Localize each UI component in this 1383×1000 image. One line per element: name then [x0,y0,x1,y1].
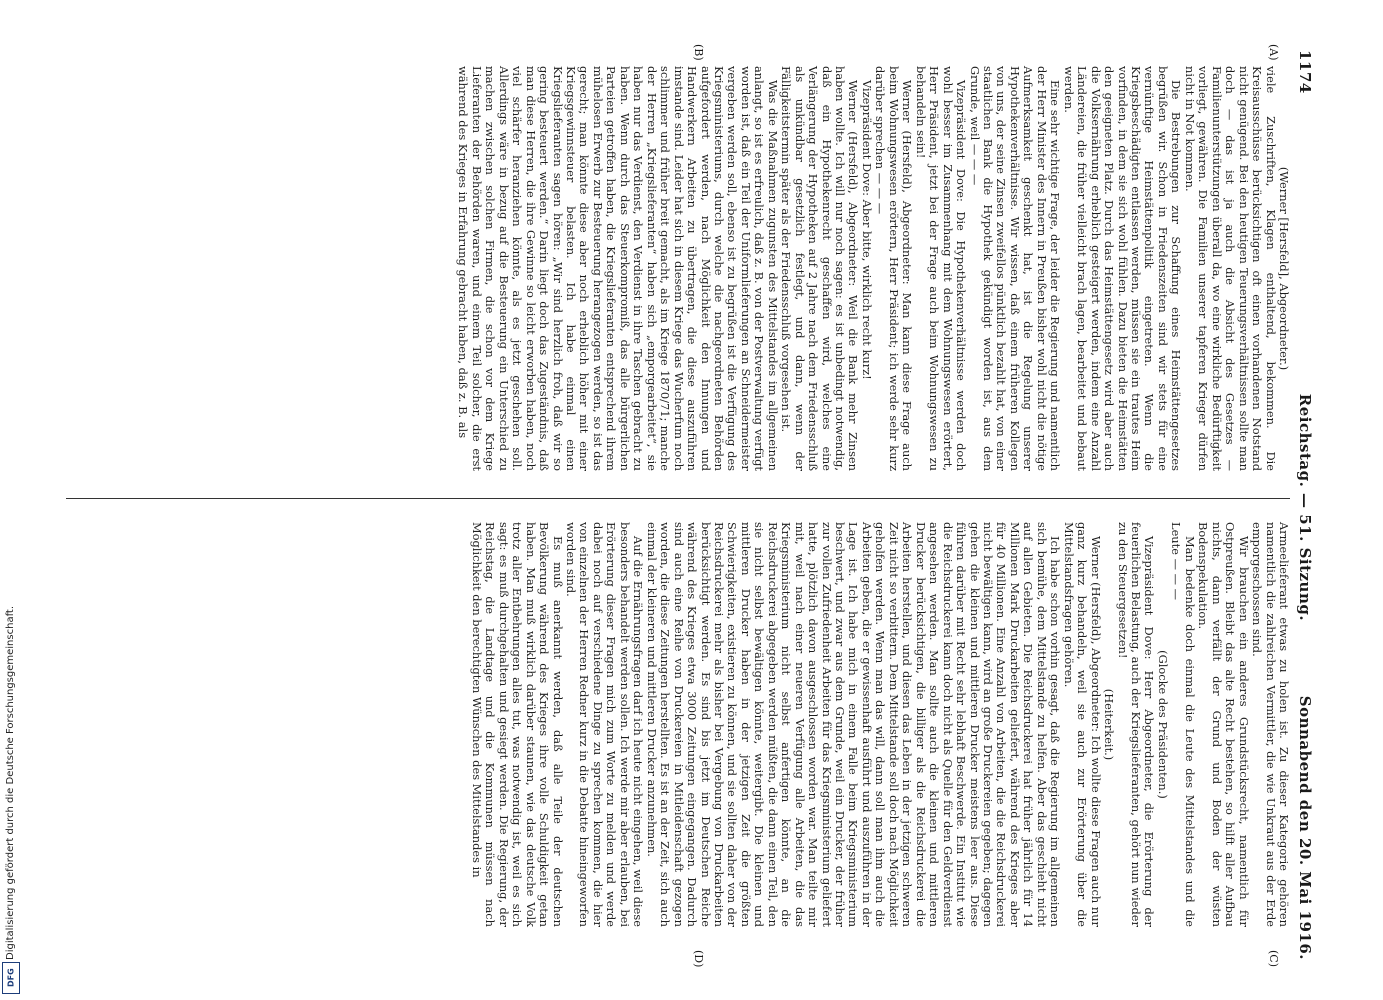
stage-direction: (Heiterkeit.) [1102,688,1117,761]
funding-text: Digitalisierung gefördert durch die Deutsche Forschungsgemeinschaft. [5,605,16,960]
left-column [66,66,1290,471]
paragraph: Werner (Hersfeld), Abgeordneter: Ich wollte diese Fragen auch nur ganz kurz behandeln, weil sie auch zur Erörterung über die Mittelstandsfragen gehören. [1061,522,1103,927]
paragraph: Werner (Hersfeld), Abgeordneter: Weil die Bank mehr Zinsen haben wollte. Ich will nur noch sagen: es ist unbedingt notwendig, daß ein Hypothekenrecht geschaffen wird, welches eine Verlängerung der Hypotheken auf 2 Jahre nach dem Friedensschluß als unkündbar gesetzlich festlegt, und dann, wenn der Fälligkeitstermin später als der Friedensschluß vorgesehen ist. [779,66,861,471]
column-divider [66,498,1290,499]
paragraph: Wir brauchen ein anderes Grundstücksrecht, namentlich für Ostpreußen. Bleibt das alte Recht bestehen, so hilft aller Aufbau nichts, dann verfällt der Grund und Boden der wüsten Bodenspekulation. [1196,522,1251,927]
page-number: 1174 [1296,50,1314,94]
margin-mark-c: (C) [1267,950,1280,967]
dfg-logo [2,962,20,994]
paragraph: Eine sehr wichtige Frage, der leider die Regierung und namentlich der Herr Minister des Innern in Preußen bisher wohl nicht die nötige Aufmerksamkeit geschenkt hat, ist die Regelung unserer Hypothekenverhältnisse. Wir wissen, daß einem früheren Kollegen von uns, der seine Zinsen zweifellos pünktlich bezahlt hat, von einer staatlichen Bank die Hypothek gekündigt worden ist, aus dem Grunde, weil — — — [967,66,1063,471]
document-page [60,40,1320,970]
paragraph: Die Bestrebungen zur Schaffung eines Heimstättengesetzes begrüßen wir. Schon in Friedenszeiten sind wir stets für eine vernünftige Heimstättenpolitik eingetreten. Wenn die Kriegsbeschädigten entlassen werden, müssen sie ein trautes Heim vorfinden, in dem sie sich wohl fühlen. Dazu bieten die Heimstätten den geeigneten Platz. Durch das Heimstättengesetz wird aber auch die Volksernährung erheblich gesteigert werden, indem eine Anzahl Ländereien, die früher vielleicht brach lagen, bearbeitet und bebaut werden. [1061,66,1184,471]
margin-mark-b: (B) [692,44,705,61]
dfg-logo-text: DFG [6,968,16,988]
paragraph: Werner (Hersfeld), Abgeordneter: Man kann diese Frage auch beim Wohnungswesen erörtern, Herr Präsident; ich werde sehr kurz darüber sprechen — — — [873,66,915,471]
paragraph: Es muß anerkannt werden, daß alle Teile der deutschen Bevölkerung während des Krieges ihre volle Schuldigkeit getan haben. Man muß wirklich darüber staunen, wie das deutsche Volk trotz aller Entbehrungen alles tut, was notwendig ist, weil es sich sagt: es muß durchgehalten und gesiegt werden. Die Regierung, der Reichstag, die Landtage und die Kommunen müssen nach Möglichkeit den berechtigten Wünschen des Mittelstandes in [469,522,565,927]
paragraph: Was die Maßnahmen zugunsten des Mittelstandes im allgemeinen anlangt, so ist es erfreulich, daß z. B. von der Postverwaltung verfügt worden ist, daß ein Teil der Uniformlieferungen an Schneidermeister vergeben werden soll, ebenso ist zu begrüßen ist die Verfügung des Kriegsministeriums, durch welche die nachgeordneten Behörden aufgefordert werden, nach Möglichkeit den Innungen und Handwerkern Arbeiten zu übertragen, die diese auszuführen imstande sind. Leider hat sich in diesem Kriege das Wucherfum noch schlimmer und früher breit gemacht, als im Kriege 1870/71; manche der Herren „Kriegslieferanten“ haben sich „emporgearbeitet“, sie haben nur das Verdienst, den Verdienst in ihre Taschen gebracht zu haben. Wenn durch das Steuerkompromiß, das alle bürgerlichen Parteien getroffen haben, die Kriegslieferanten entsprechend ihrem mühelosen Erwerb zur Besteuerung herangezogen werden, so ist das gerecht; man könnte diese aber noch erheblich höher mit einer Kriegsgewinnsteuer belasten. Ich habe einmal einen Kriegslieferanten sagen hören: „Wir sind herzlich froh, daß wir so gering besteuert werden.“ Darin liegt doch das Zugeständnis, daß man diese Herren, die ihre Gewinne so leicht erworben haben, noch viel schärfer heranziehen könnte, als es jetzt geschehen soll. Allerdings wäre in bezug auf die Besteuerung ein Unterschied zu machen zwischen solchen Firmen, die schon vor dem Kriege Lieferanten der Behörden waren, und einem Teil solcher, die erst während des Krieges in Erfahrung gebracht haben, daß z. B. als [456,66,780,471]
paragraph: Auf die Ernährungsfragen darf ich heute nicht eingehen, weil diese besonders behandelt werden sollen. Ich werde mir aber erlauben, bei Erörterung dieser Fragen mich zum Worte zu melden und werde dabei noch auf verschiedene Dinge zu sprechen kommen, die hier von einzelnen der Herren Redner kurz in die Debatte hineingeworfen worden sind. [563,522,646,927]
paragraph: Vizepräsident Dove: Aber bitte, wirklich recht kurz! [859,80,874,380]
paragraph: Ich habe schon vorhin gesagt, daß die Regierung im allgemeinen sich bemühe, dem Mittelstande zu helfen. Aber das geschieht nicht auf allen Gebieten. Die Reichsdruckerei hat früher jährlich für 14 Millionen Mark Druckarbeiten geliefert, während des Krieges aber für 40 Millionen. Eine Anzahl von Arbeiten, die die Reichsdruckerei nicht bewältigen kann, wird an große Druckereien gegeben; dagegen gehen die kleinen und mittleren Drucker meistens leer aus. Diese führen darüber mit Recht sehr lebhaft Beschwerde. Ein Institut wie die Reichsdruckerei kann doch nicht als Quelle für den Geldverdienst angesehen werden. Man sollte auch die kleinen und mittleren Drucker berücksichtigen, die billiger als die Reichsdruckerei die Arbeiten herstellen, und diesen das Leben in der jetzigen schweren Zeit nicht so verbittern. Dem Mittelstande soll doch nach Möglichkeit geholfen werden. Wenn man das will, dann soll man ihm auch die Arbeiten geben, die er gewissenhaft ausführt und auszuführen in der Lage ist. Ich habe mich in einem Falle beim Kriegsministerium beschwert, und zwar aus dem Grunde, weil ein Drucker, der früher zur vollen Zufriedenheit Arbeiten für das Kriegsministerium geliefert hatte, plötzlich davon ausgeschlossen worden war. Man teilte mir mit, weil nach einer neueren Verfügung alle Arbeiten, die das Kriegsministerium nicht selbst anfertigen könnte, an die Reichsdruckerei abgegeben werden müßten, die dann einen Teil, den sie nicht selbst bewältigen könnte, weitergibt. Die kleinen und mittleren Drucker haben in der jetzigen Zeit die größten Schwierigkeiten, existieren zu können, und sie sollten daher von der Reichsdruckerei mehr als bisher bei Vergebung von Druckarbeiten berücksichtigt werden. Es sind bis jetzt im Deutschen Reiche während des Krieges etwa 3000 Zeitungen eingegangen. Dadurch sind auch eine Reihe von Druckereien in Mitleidenschaft gezogen worden, die diese Zeitungen herstellten. Es ist an der Zeit, sich auch einmal der kleineren und mittleren Drucker anzunehmen. [644,522,1063,927]
page-date: Sonnabend den 20. Mai 1916. [1296,695,1314,960]
right-column [66,522,1290,927]
page-header [1292,50,1314,960]
margin-mark-a: (A) [1267,44,1280,61]
paragraph: viele Zuschriften, Klagen enthaltend, bekommen. Die Kreisausschüsse berücksichtigen oft einen vorhandenen Notstand nicht genügend. Bei den heutigen Teuerungsverhältnissen sollte man doch — das ist ja auch die Absicht des Gesetzes — Familienunterstützungen überall da, wo eine wirkliche Bedürftigkeit vorliegt, gewähren. Die Familien unserer tapferen Krieger dürfen nicht in Not kommen. [1182,66,1278,471]
stage-direction: (Glocke des Präsidenten.) [1155,650,1170,799]
page-title: Reichstag. — 51. Sitzung. [1296,393,1314,622]
paragraph: Armeelieferant etwas zu holen ist. Zu dieser Kategorie gehören namentlich die zahlreichen Vermittler, die wie Unkraut aus der Erde emporgeschossen sind. [1250,522,1291,927]
margin-mark-d: (D) [692,950,705,968]
rotated-page-content [60,40,1320,970]
paragraph: Vizepräsident Dove: Herr Abgeordneter, die Erörterung der feuerlichen Belastung, auch der Kriegslieferanten, gehört nun wieder zu den Steuergesetzen! [1115,522,1157,927]
side-note [0,0,22,1000]
paragraph: Man bedenke doch einmal die Leute des Mittelstandes und die Leute — — — [1169,522,1197,927]
paragraph: Vizepräsident Dove: Die Hypothekenverhältnisse werden doch wohl besser im Zusammenhang mit dem Wohnungswesen erörtert, Herr Präsident, jetzt bei der Frage auch beim Wohnungswesen zu behandeln sein! [913,66,969,471]
speaker-note: (Werner [Hersfeld], Abgeordneter.) [1277,166,1291,371]
